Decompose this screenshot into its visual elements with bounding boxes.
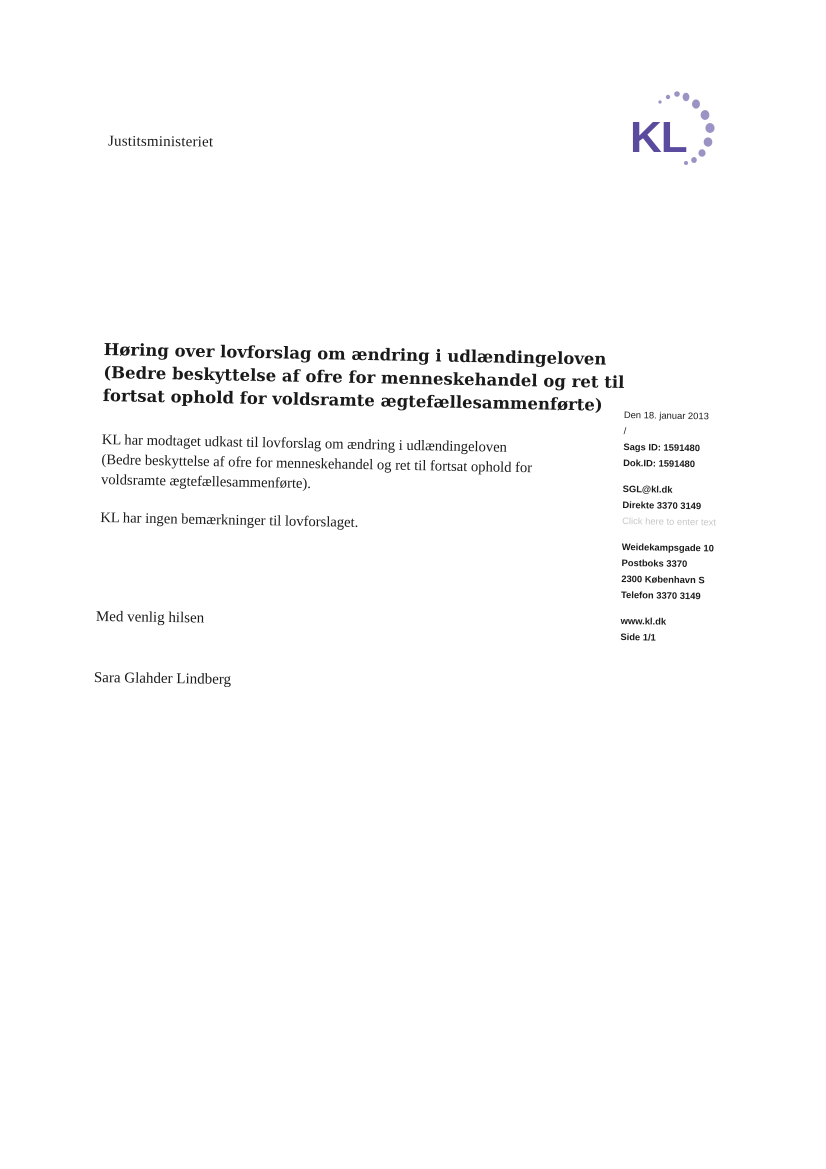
website: www.kl.dk [620,614,667,627]
city: 2300 København S [621,572,705,586]
logo-dot [705,123,714,133]
body-paragraph: KL har ingen bemærkninger til lovforslaget. [100,509,359,531]
logo-dot [658,100,661,103]
placeholder-text: Click here to enter text [622,514,717,528]
signature: Sara Glahder Lindberg [93,670,232,688]
title-line: (Bedre beskyttelse af ofre for menneskehandel og ret til [103,362,625,392]
recipient: Justitsministeriet [107,133,214,151]
logo-dot [666,95,670,99]
logo-dot [701,110,710,120]
letter-body [100,430,592,537]
date: Den 18. januar 2013 [623,408,709,422]
logo-dot [674,91,680,97]
kl-logo [628,88,728,170]
pobox: Postboks 3370 [621,556,688,570]
logo-dot [698,149,705,157]
title-line: Høring over lovforslag om ændring i udlændingeloven [103,339,607,369]
phone: Telefon 3370 3149 [620,588,701,602]
body-line: KL har modtaget udkast til lovforslag om ændring i udlændingeloven [101,431,508,456]
sidebar-info [620,407,784,647]
letter-title [102,338,625,416]
direct-phone: Direkte 3370 3149 [622,498,702,512]
logo-dot [692,99,700,108]
logo-text: KL [630,113,687,162]
logo-dot [691,157,697,163]
closing: Med venlig hilsen [95,609,205,627]
dok-id: Dok.ID: 1591480 [623,456,696,470]
logo-dot [683,93,690,101]
logo-dot [704,137,713,146]
street: Weidekampsgade 10 [621,540,714,554]
body-line: voldsramte ægtefællesammenførte). [100,471,312,493]
page-number: Side 1/1 [620,630,656,643]
sags-id: Sags ID: 1591480 [623,440,701,454]
mark: / [623,424,627,437]
email: SGL@kl.dk [622,482,673,495]
title-line: fortsat ophold for voldsramte ægtefællesammenførte) [102,385,603,415]
body-line: (Bedre beskyttelse af ofre for menneskehandel og ret til fortsat ophold for [101,451,533,477]
